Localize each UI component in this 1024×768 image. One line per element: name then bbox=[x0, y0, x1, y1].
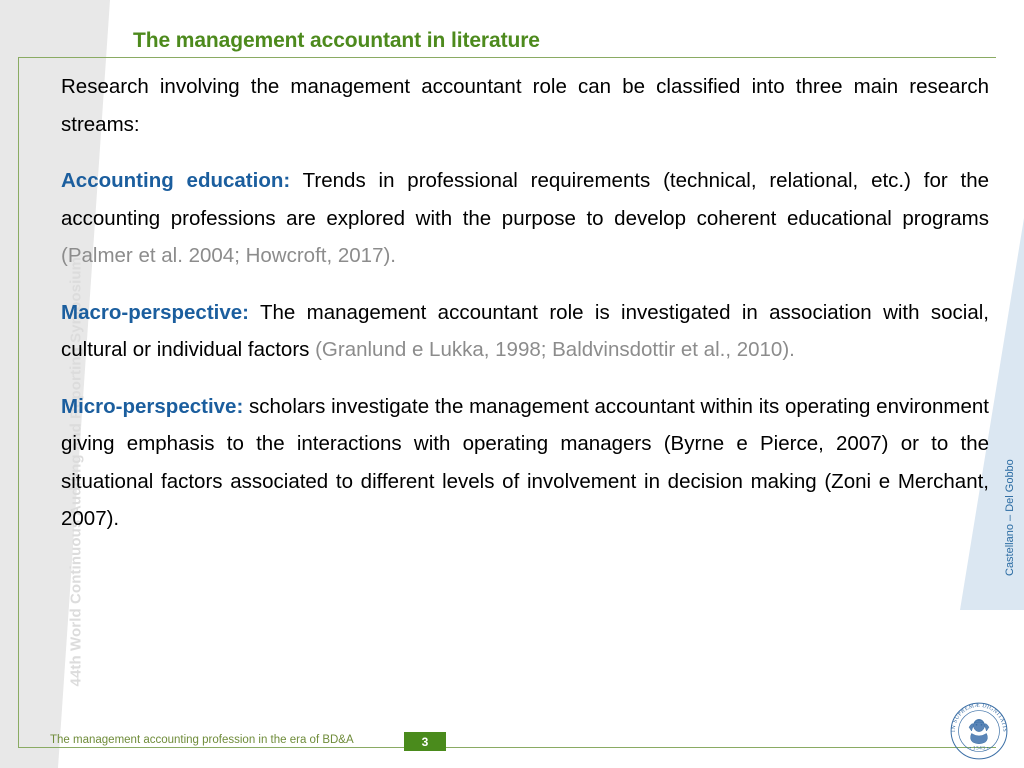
stream-text-accounting-education: Trends in professional requirements (technical, relational, etc.) for the accounting professions are explored with the purpose to develop coherent educational programs bbox=[61, 169, 989, 230]
stream-text-macro-perspective: The management accountant role is investigated in association with social, cultural or individual factors bbox=[61, 300, 989, 361]
stream-lead-macro-perspective: Macro-perspective: bbox=[61, 300, 249, 324]
stream-lead-accounting-education: Accounting education: bbox=[61, 169, 291, 192]
stream-citation-macro-perspective: (Granlund e Lukka, 1998; Baldvinsdottir et al., 2010). bbox=[315, 338, 795, 361]
page-number-badge: 3 bbox=[404, 732, 446, 751]
stream-lead-micro-perspective: Micro-perspective: bbox=[61, 394, 244, 418]
slide-body bbox=[61, 68, 989, 538]
slide-title: The management accountant in literature bbox=[133, 29, 540, 52]
stream-paragraph-macro-perspective bbox=[61, 294, 989, 369]
content-frame-top-rule bbox=[18, 57, 996, 58]
symposium-side-label: 44th World Continuous Auditing and Reporting Symposium bbox=[67, 256, 85, 687]
stream-paragraph-micro-perspective bbox=[61, 388, 989, 538]
content-frame-left-rule bbox=[18, 57, 19, 747]
svg-text:1343: 1343 bbox=[972, 745, 986, 752]
stream-paragraph-accounting-education bbox=[61, 162, 989, 275]
footer-title: The management accounting profession in the era of BD&A bbox=[50, 734, 354, 746]
authors-side-label: Castellano – Del Gobbo bbox=[1004, 459, 1016, 576]
university-seal-icon bbox=[948, 700, 1010, 762]
stream-text-micro-perspective: scholars investigate the management accountant within its operating environment giving emphasis to the interactions with operating managers (Byrne e Pierce, 2007) or to the situational factors associated to different levels of involvement in decision making (Zoni e Merchant, 2007). bbox=[61, 394, 989, 530]
stream-citation-accounting-education: (Palmer et al. 2004; Howcroft, 2017). bbox=[61, 244, 396, 267]
svg-text:IN SUPREMÆ DIGNITATIS: IN SUPREMÆ DIGNITATIS bbox=[950, 702, 1008, 733]
intro-paragraph: Research involving the management accountant role can be classified into three main research streams: bbox=[61, 75, 989, 136]
content-frame-bottom-rule bbox=[18, 747, 996, 748]
